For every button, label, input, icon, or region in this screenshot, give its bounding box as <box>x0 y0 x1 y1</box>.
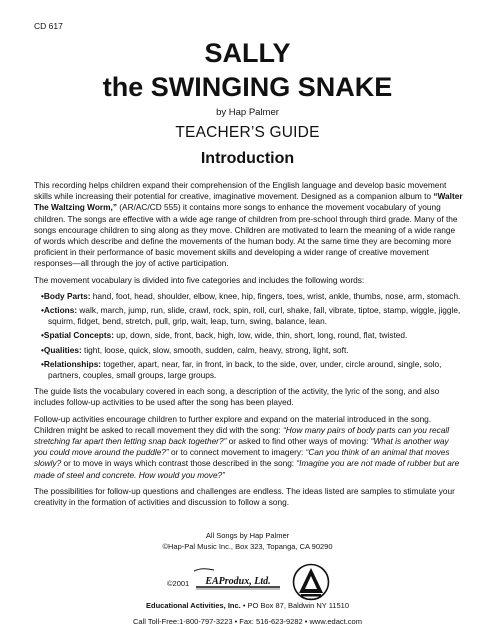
paragraph-2: The movement vocabulary is divided into five categories and includes the following words: <box>34 274 365 285</box>
paragraph-5: The possibilities for follow-up questions and challenges are endless. The ideas listed are samples to stimulate your creativity in the formation of activities and discussion to follow a song. <box>34 485 455 508</box>
category-relationships: •Relationships: together, apart, near, far, in front, in back, to the side, over, under, circle around, single, solo, partners, couples, small groups, large groups. <box>41 358 442 381</box>
paragraph-4: Follow-up activities encourage children to further explore and expand on the material introduced in the song. Children might be asked to recall movement they did with the song: “How many pairs of body parts can you recall stretching far apart then letting snap back together?” or asked to find other ways of moving: “What is another way you could move around the puddle?” or to connect movement to imagery: “Can you think of an animal that moves slowly? or to move in ways which contrast those described in the song: “Imagine you are not made of rubber but are made of steel and concrete. How would you move?” <box>34 413 460 480</box>
eaprodux-logo-text: EAProdux, Ltd. <box>205 576 271 587</box>
bullet-icon: • <box>41 305 44 316</box>
publisher-line <box>0 601 495 610</box>
author-line: by Hap Palmer <box>216 107 279 118</box>
catalog-number: CD 617 <box>34 21 63 31</box>
publisher-name: Educational Activities, Inc. <box>146 601 241 610</box>
credits-line-2: ©Hap-Pal Music Inc., Box 323, Topanga, CA 90290 <box>162 542 333 551</box>
category-body-parts: •Body Parts: hand, foot, head, shoulder, elbow, knee, hip, fingers, toes, wrist, ankle, thumbs, nose, arm, stomach. <box>41 290 461 301</box>
bullet-icon: • <box>41 344 44 355</box>
publisher-address: • PO Box 87, Baldwin NY 11510 <box>240 601 349 610</box>
ea-logo-icon <box>292 563 330 601</box>
category-actions: •Actions: walk, march, jump, run, slide, crawl, rock, spin, roll, curl, shake, fall, vibrate, tiptoe, stamp, wiggle, jiggle, squirm, fidget, bend, stretch, pull, grip, wait, leap, turn, swing, balance, lean. <box>41 305 461 327</box>
title-line-2: the SWINGING SNAKE <box>102 72 393 102</box>
companion-album-title: “Walter The Waltzing Worm,” <box>34 191 463 213</box>
section-heading: Introduction <box>200 150 295 167</box>
category-spatial-concepts: •Spatial Concepts: up, down, side, front, back, high, low, wide, thin, short, long, round, flat, twisted. <box>41 330 408 341</box>
song-credits <box>0 530 495 552</box>
ea-logo-letters: EA <box>308 597 314 601</box>
contact-line: Call Toll-Free:1-800-797-3223 • Fax: 516-623-9282 • www.edact.com <box>133 617 362 626</box>
title-line-1: SALLY <box>204 38 291 68</box>
bullet-icon: • <box>41 358 44 369</box>
paragraph-3: The guide lists the vocabulary covered in each song, a description of the activity, the lyric of the song, and also includes follow-up activities to be used after the song has been played. <box>34 386 440 408</box>
introduction-body <box>34 180 464 513</box>
bullet-icon: • <box>41 330 44 341</box>
category-qualities: •Qualities: tight, loose, quick, slow, smooth, sudden, calm, heavy, strong, light, soft. <box>41 344 349 355</box>
paragraph-1: This recording helps children expand their comprehension of the English language and develop basic movement skills while increasing their potential for creative, imaginative movement. Designed as a companion album to “Walter The Waltzing Worm,” (AR/AC/CD 555) it contains more songs to enhance the movement vocabulary of young children. The songs are effective with a wide age range of children from pre-school through third grade. Many of the songs encourage children to sing along as they move. Children are motivated to learn the meaning of a wide range of words which describe and define the movements of the human body. At the same time they are becoming more proficient in their performance of basic movement skills and developing a wider range of creative movement responses—all through the joy of active participation. <box>34 180 463 269</box>
bullet-icon: • <box>41 290 44 301</box>
credits-line-1: All Songs by Hap Palmer <box>205 531 290 540</box>
vocabulary-category-list <box>34 291 464 381</box>
logo-row <box>0 563 495 603</box>
eaprodux-logo-icon <box>192 567 284 591</box>
copyright-year: ©2001 <box>167 579 190 588</box>
guide-heading: TEACHER’S GUIDE <box>175 124 320 141</box>
